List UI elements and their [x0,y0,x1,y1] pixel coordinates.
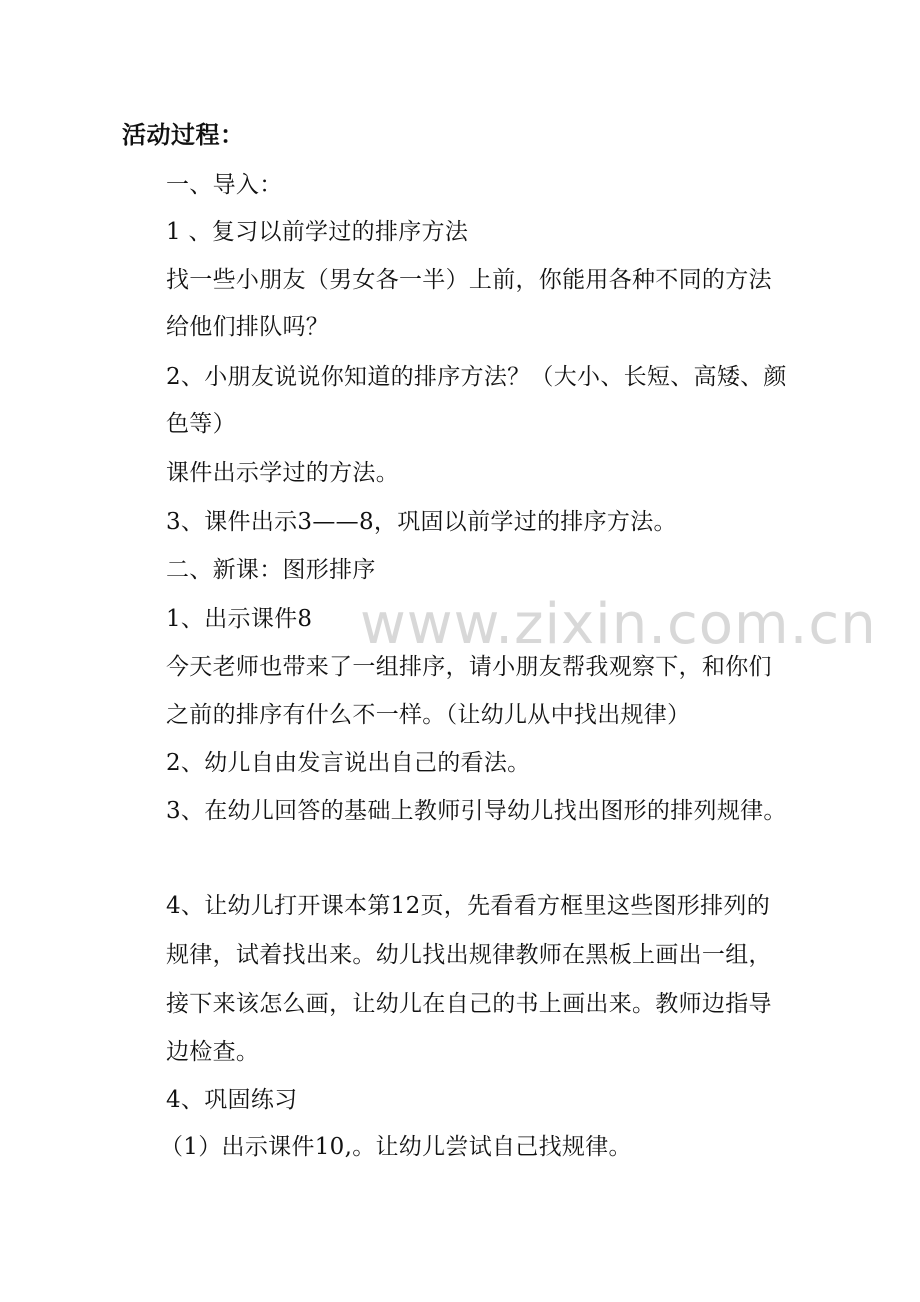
heading-practice: 4、巩固练习 [166,1087,298,1113]
paragraph-line: 边检查。 [166,1039,260,1065]
section-title: 活动过程： [122,120,245,149]
heading-new-lesson: 二、新课：图形排序 [166,557,376,583]
watermark: www.zixin.com.cn [360,592,877,657]
paragraph-line: 4、让幼儿打开课本第12页，先看看方框里这些图形排列的 [166,893,770,919]
paragraph-line: 3、课件出示3——8，巩固以前学过的排序方法。 [166,509,677,535]
paragraph-line: 3、在幼儿回答的基础上教师引导幼儿找出图形的排列规律。 [166,798,787,824]
paragraph-line: 接下来该怎么画，让幼儿在自己的书上画出来。教师边指导 [166,991,772,1017]
paragraph-line: 规律，试着找出来。幼儿找出规律教师在黑板上画出一组， [166,942,772,968]
paragraph-line: 2、小朋友说说你知道的排序方法？（大小、长短、高矮、颜 [166,364,787,390]
paragraph-line: 1、出示课件8 [166,606,313,632]
heading-intro: 一、导入： [166,172,283,198]
paragraph-line: 课件出示学过的方法。 [166,460,399,486]
paragraph-line: （1）出示课件10,。让幼儿尝试自己找规律。 [160,1134,632,1160]
paragraph-line: 今天老师也带来了一组排序，请小朋友帮我观察下，和你们 [166,654,772,680]
paragraph-line: 1 、复习以前学过的排序方法 [166,219,469,245]
paragraph-line: 2、幼儿自由发言说出自己的看法。 [166,750,531,776]
paragraph-line: 找一些小朋友（男女各一半）上前，你能用各种不同的方法 [166,267,772,293]
paragraph-line: 给他们排队吗？ [166,314,330,340]
paragraph-line: 之前的排序有什么不一样。（让幼儿从中找出规律） [166,702,691,728]
paragraph-line: 色等） [166,411,236,437]
